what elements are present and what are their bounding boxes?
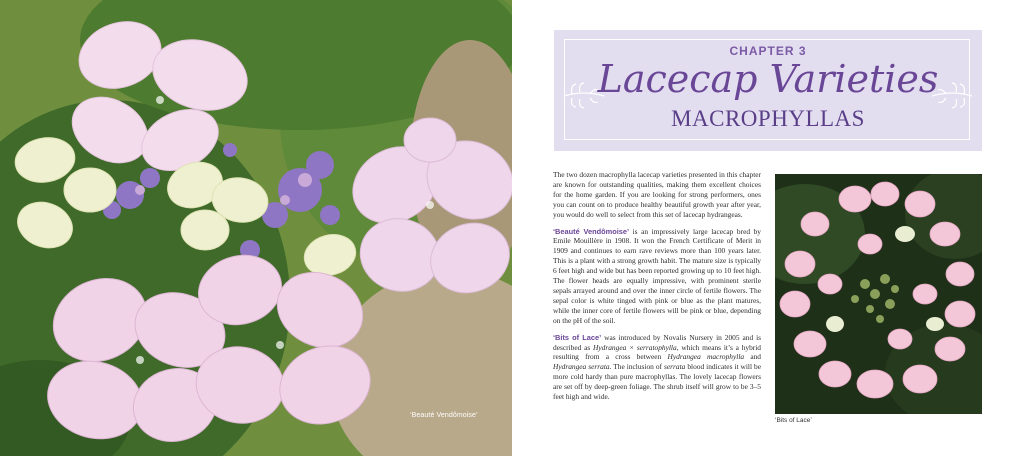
chapter-banner: [554, 30, 982, 151]
intro-paragraph: The two dozen macrophylla lacecap varieties presented in this chapter are known for outstanding qualities, making them excellent choices for the home garden. If you are looking for strong performers, ones you can count on to produce healthy beautiful growth year after year, you would do well to select from this set of lacecap hydrangeas.: [553, 170, 761, 219]
bits-text-2: , which means it’s a hybrid resulting from a cross between: [553, 342, 762, 362]
photo-caption-bits-of-lace: ‘Bits of Lace’: [775, 417, 812, 424]
chapter-title: Lacecap Varieties: [597, 57, 939, 101]
species-name: Hydrangea macrophylla: [667, 352, 745, 362]
chapter-label: CHAPTER 3: [729, 44, 807, 58]
chapter-subtitle: MACROPHYLLAS: [671, 106, 865, 131]
beaute-vendomoise-description: is an impressively large lacecap bred by Emile Mouillère in 1908. It won the French Certificate of Merit in 1909 and continues to earn rave reviews more than 100 years later. This is a plant with a strong growth habit. The mature size is typically 6 feet high and wide but has been reported growing up to 10 feet high. The flower heads are equally impressive, with prominent sterile sepals arrayed around and over the inner circle of fertile flowers. The sepal color is white tinged with pink or blue as the plant matures, while the inner core of fertile flowers will be pink or blue, depending on the pH of the soil.: [553, 226, 761, 325]
right-page: [512, 0, 1024, 456]
species-name: serrata: [664, 362, 686, 372]
species-name: Hydrangea × serratophylla: [593, 342, 677, 352]
bits-text-4: . The inclusion of: [609, 362, 665, 372]
bits-text-5: blood indicates it will be more cold hardy than pure macrophyllas. The lovely lacecap flowers are set off by deep-green foliage. The shrub itself will grow to be 3–5 feet high and wide.: [553, 362, 761, 402]
beaute-vendomoise-paragraph: [553, 227, 761, 326]
variety-name-bits-of-lace: ‘Bits of Lace’: [553, 332, 602, 342]
species-name: Hydrangea serrata: [553, 362, 610, 372]
body-text-column: [553, 170, 761, 409]
variety-name-beaute-vendomoise: ‘Beauté Vendômoise’: [553, 226, 630, 236]
bits-text-1: was introduced by Novalis Nursery in 2005 and is described as: [553, 332, 761, 352]
photo-caption-beaute-vendomoise: ‘Beauté Vendômoise’: [410, 412, 478, 419]
bits-of-lace-photo: [775, 174, 982, 414]
bits-text-3: and: [744, 352, 762, 362]
bits-of-lace-paragraph: [553, 333, 761, 402]
